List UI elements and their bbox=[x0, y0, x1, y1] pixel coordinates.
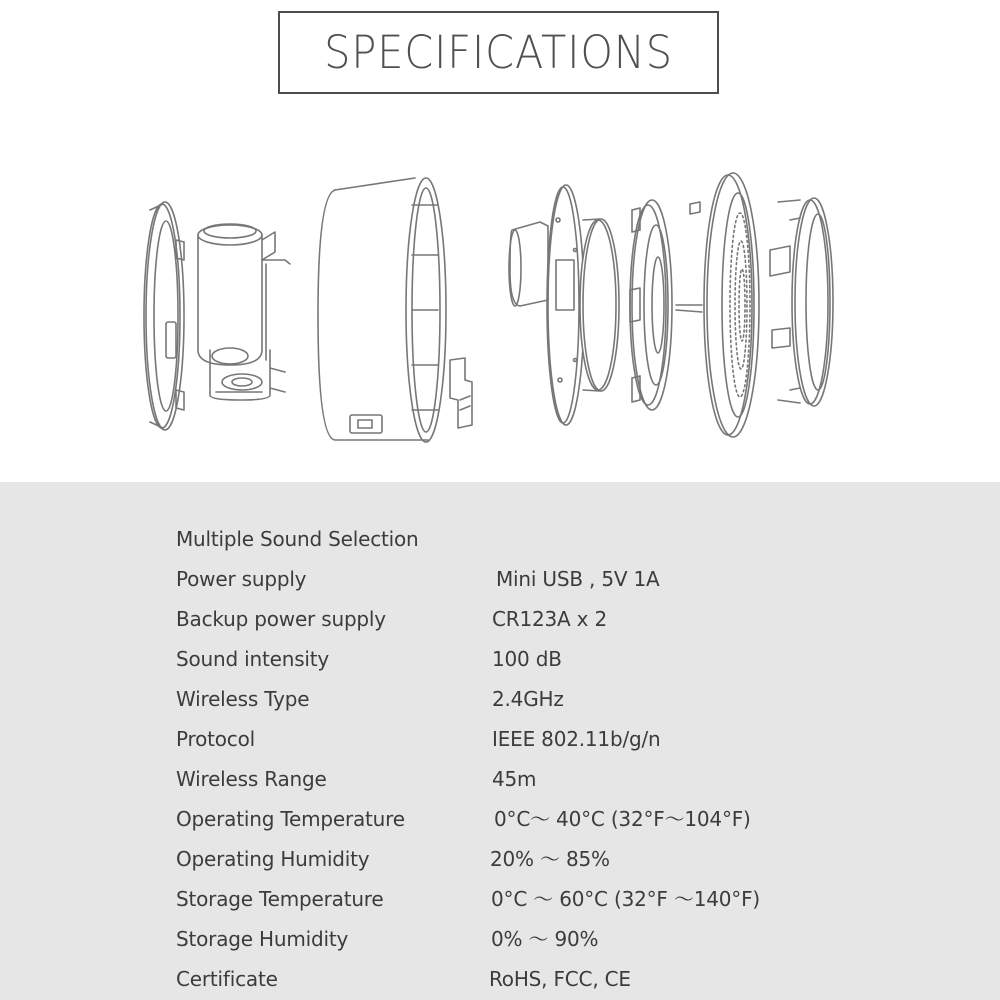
front-ring-part bbox=[770, 198, 833, 406]
title-box bbox=[278, 11, 719, 94]
spec-row bbox=[0, 879, 1000, 919]
spec-label: Backup power supply bbox=[176, 607, 386, 631]
spec-label: Protocol bbox=[176, 727, 255, 751]
spec-row bbox=[0, 799, 1000, 839]
spec-label: Sound intensity bbox=[176, 647, 330, 671]
spec-label: Multiple Sound Selection bbox=[176, 527, 419, 551]
back-cover-part bbox=[144, 202, 184, 430]
main-body-part bbox=[318, 178, 472, 442]
specifications-section bbox=[0, 482, 1000, 1000]
spec-label: Power supply bbox=[176, 567, 307, 591]
spec-row bbox=[0, 519, 1000, 559]
spec-label: Storage Temperature bbox=[176, 887, 384, 911]
spec-label: Certificate bbox=[176, 967, 278, 991]
spec-value: CR123A x 2 bbox=[492, 607, 607, 631]
page-title: SPECIFICATIONS bbox=[324, 26, 673, 79]
spec-value: 0°C ～ 60°C (32°F ～140°F) bbox=[491, 887, 760, 911]
spec-value: IEEE 802.11b/g/n bbox=[492, 727, 661, 751]
spec-row bbox=[0, 679, 1000, 719]
spec-row bbox=[0, 599, 1000, 639]
spec-row bbox=[0, 719, 1000, 759]
spec-value: 0°C～ 40°C (32°F～104°F) bbox=[494, 807, 751, 831]
spec-label: Wireless Type bbox=[176, 687, 310, 711]
spec-value: 0% ～ 90% bbox=[491, 927, 599, 951]
exploded-device-diagram-icon bbox=[0, 160, 1000, 450]
spec-row bbox=[0, 919, 1000, 959]
spec-value: Mini USB , 5V 1A bbox=[496, 567, 660, 591]
spec-row bbox=[0, 639, 1000, 679]
spec-value: 45m bbox=[492, 767, 537, 791]
spec-label: Operating Temperature bbox=[176, 807, 405, 831]
spec-value: 2.4GHz bbox=[492, 687, 564, 711]
speaker-housing-part bbox=[630, 200, 702, 410]
spec-row bbox=[0, 839, 1000, 879]
spec-value: 100 dB bbox=[492, 647, 562, 671]
spec-row bbox=[0, 959, 1000, 999]
spec-label: Operating Humidity bbox=[176, 847, 370, 871]
spec-row bbox=[0, 759, 1000, 799]
spec-row bbox=[0, 559, 1000, 599]
battery-holder-part bbox=[198, 224, 290, 400]
piezo-disk-part bbox=[580, 219, 619, 391]
spec-label: Storage Humidity bbox=[176, 927, 349, 951]
spec-value: RoHS, FCC, CE bbox=[489, 967, 631, 991]
spec-value: 20% ～ 85% bbox=[490, 847, 610, 871]
illustration-section bbox=[0, 0, 1000, 482]
pcb-part bbox=[509, 185, 584, 425]
spec-label: Wireless Range bbox=[176, 767, 327, 791]
